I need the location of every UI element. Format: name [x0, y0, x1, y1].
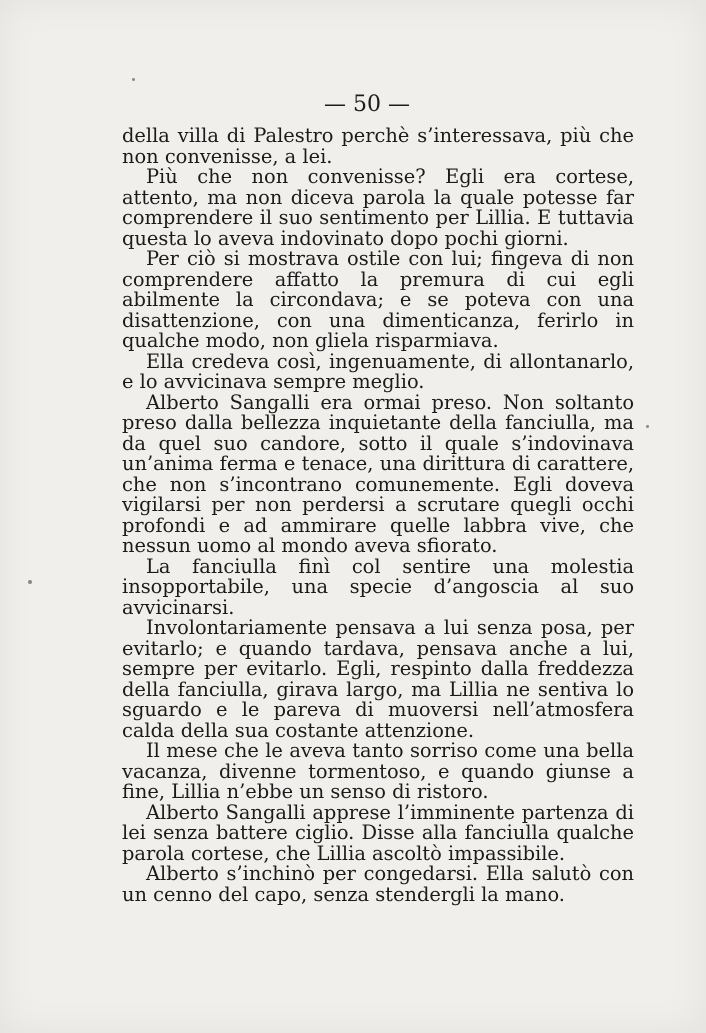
paragraph: della villa di Palestro perchè s’interessava, più che non convenisse, a lei.	[122, 124, 634, 168]
paragraph: Ella credeva così, ingenuamente, di allontanarlo, e lo avvicinava sempre meglio.	[122, 349, 634, 393]
page-number: — 50 —	[324, 92, 410, 117]
paper-speck	[132, 78, 135, 81]
paragraph: Involontariamente pensava a lui senza posa, per evitarlo; e quando tardava, pensava anche a lui, sempre per evitarlo. Egli, respinto dalla freddezza della fanciulla, girava largo, ma Lillia ne sentiva lo sguardo e le pareva di muoversi nell’atmosfera calda della sua costante attenzione.	[122, 616, 634, 742]
paragraph: Il mese che le aveva tanto sorriso come una bella vacanza, divenne tormentoso, e quando giunse a fine, Lillia n’ebbe un senso di ristoro.	[122, 739, 634, 803]
paper-speck	[28, 580, 32, 584]
paragraph: Alberto Sangalli apprese l’imminente partenza di lei senza battere ciglio. Disse alla fanciulla qualche parola cortese, che Lillia ascoltò impassibile.	[122, 800, 634, 865]
paragraph: Più che non convenisse? Egli era cortese, attento, ma non diceva parola la quale potesse far comprendere il suo sentimento per Lillia. E tuttavia questa lo aveva indovinato dopo pochi giorni.	[122, 165, 634, 250]
paragraph: Alberto Sangalli era ormai preso. Non soltanto preso dalla bellezza inquietante della fanciulla, ma da quel suo candore, sotto il quale s’indovinava un’anima ferma e tenace, una dirittura di carattere, che non s’incontrano comunemente. Egli doveva vigilarsi per non perdersi a scrutare quegli occhi profondi e ad ammirare quelle labbra vive, che nessun uomo al mondo aveva sfiorato.	[122, 390, 634, 557]
paper-speck	[646, 425, 649, 428]
paragraph: La fanciulla finì col sentire una molestia insopportabile, una specie d’angoscia al suo avvicinarsi.	[122, 554, 634, 619]
paragraph: Alberto s’inchinò per congedarsi. Ella salutò con un cenno del capo, senza stendergli la mano.	[122, 862, 634, 906]
body-text	[122, 126, 634, 905]
paragraph: Per ciò si mostrava ostile con lui; fingeva di non comprendere affatto la premura di cui egli abilmente la circondava; e se poteva con una disattenzione, con una dimenticanza, ferirlo in qualche modo, non gliela risparmiava.	[122, 247, 634, 352]
